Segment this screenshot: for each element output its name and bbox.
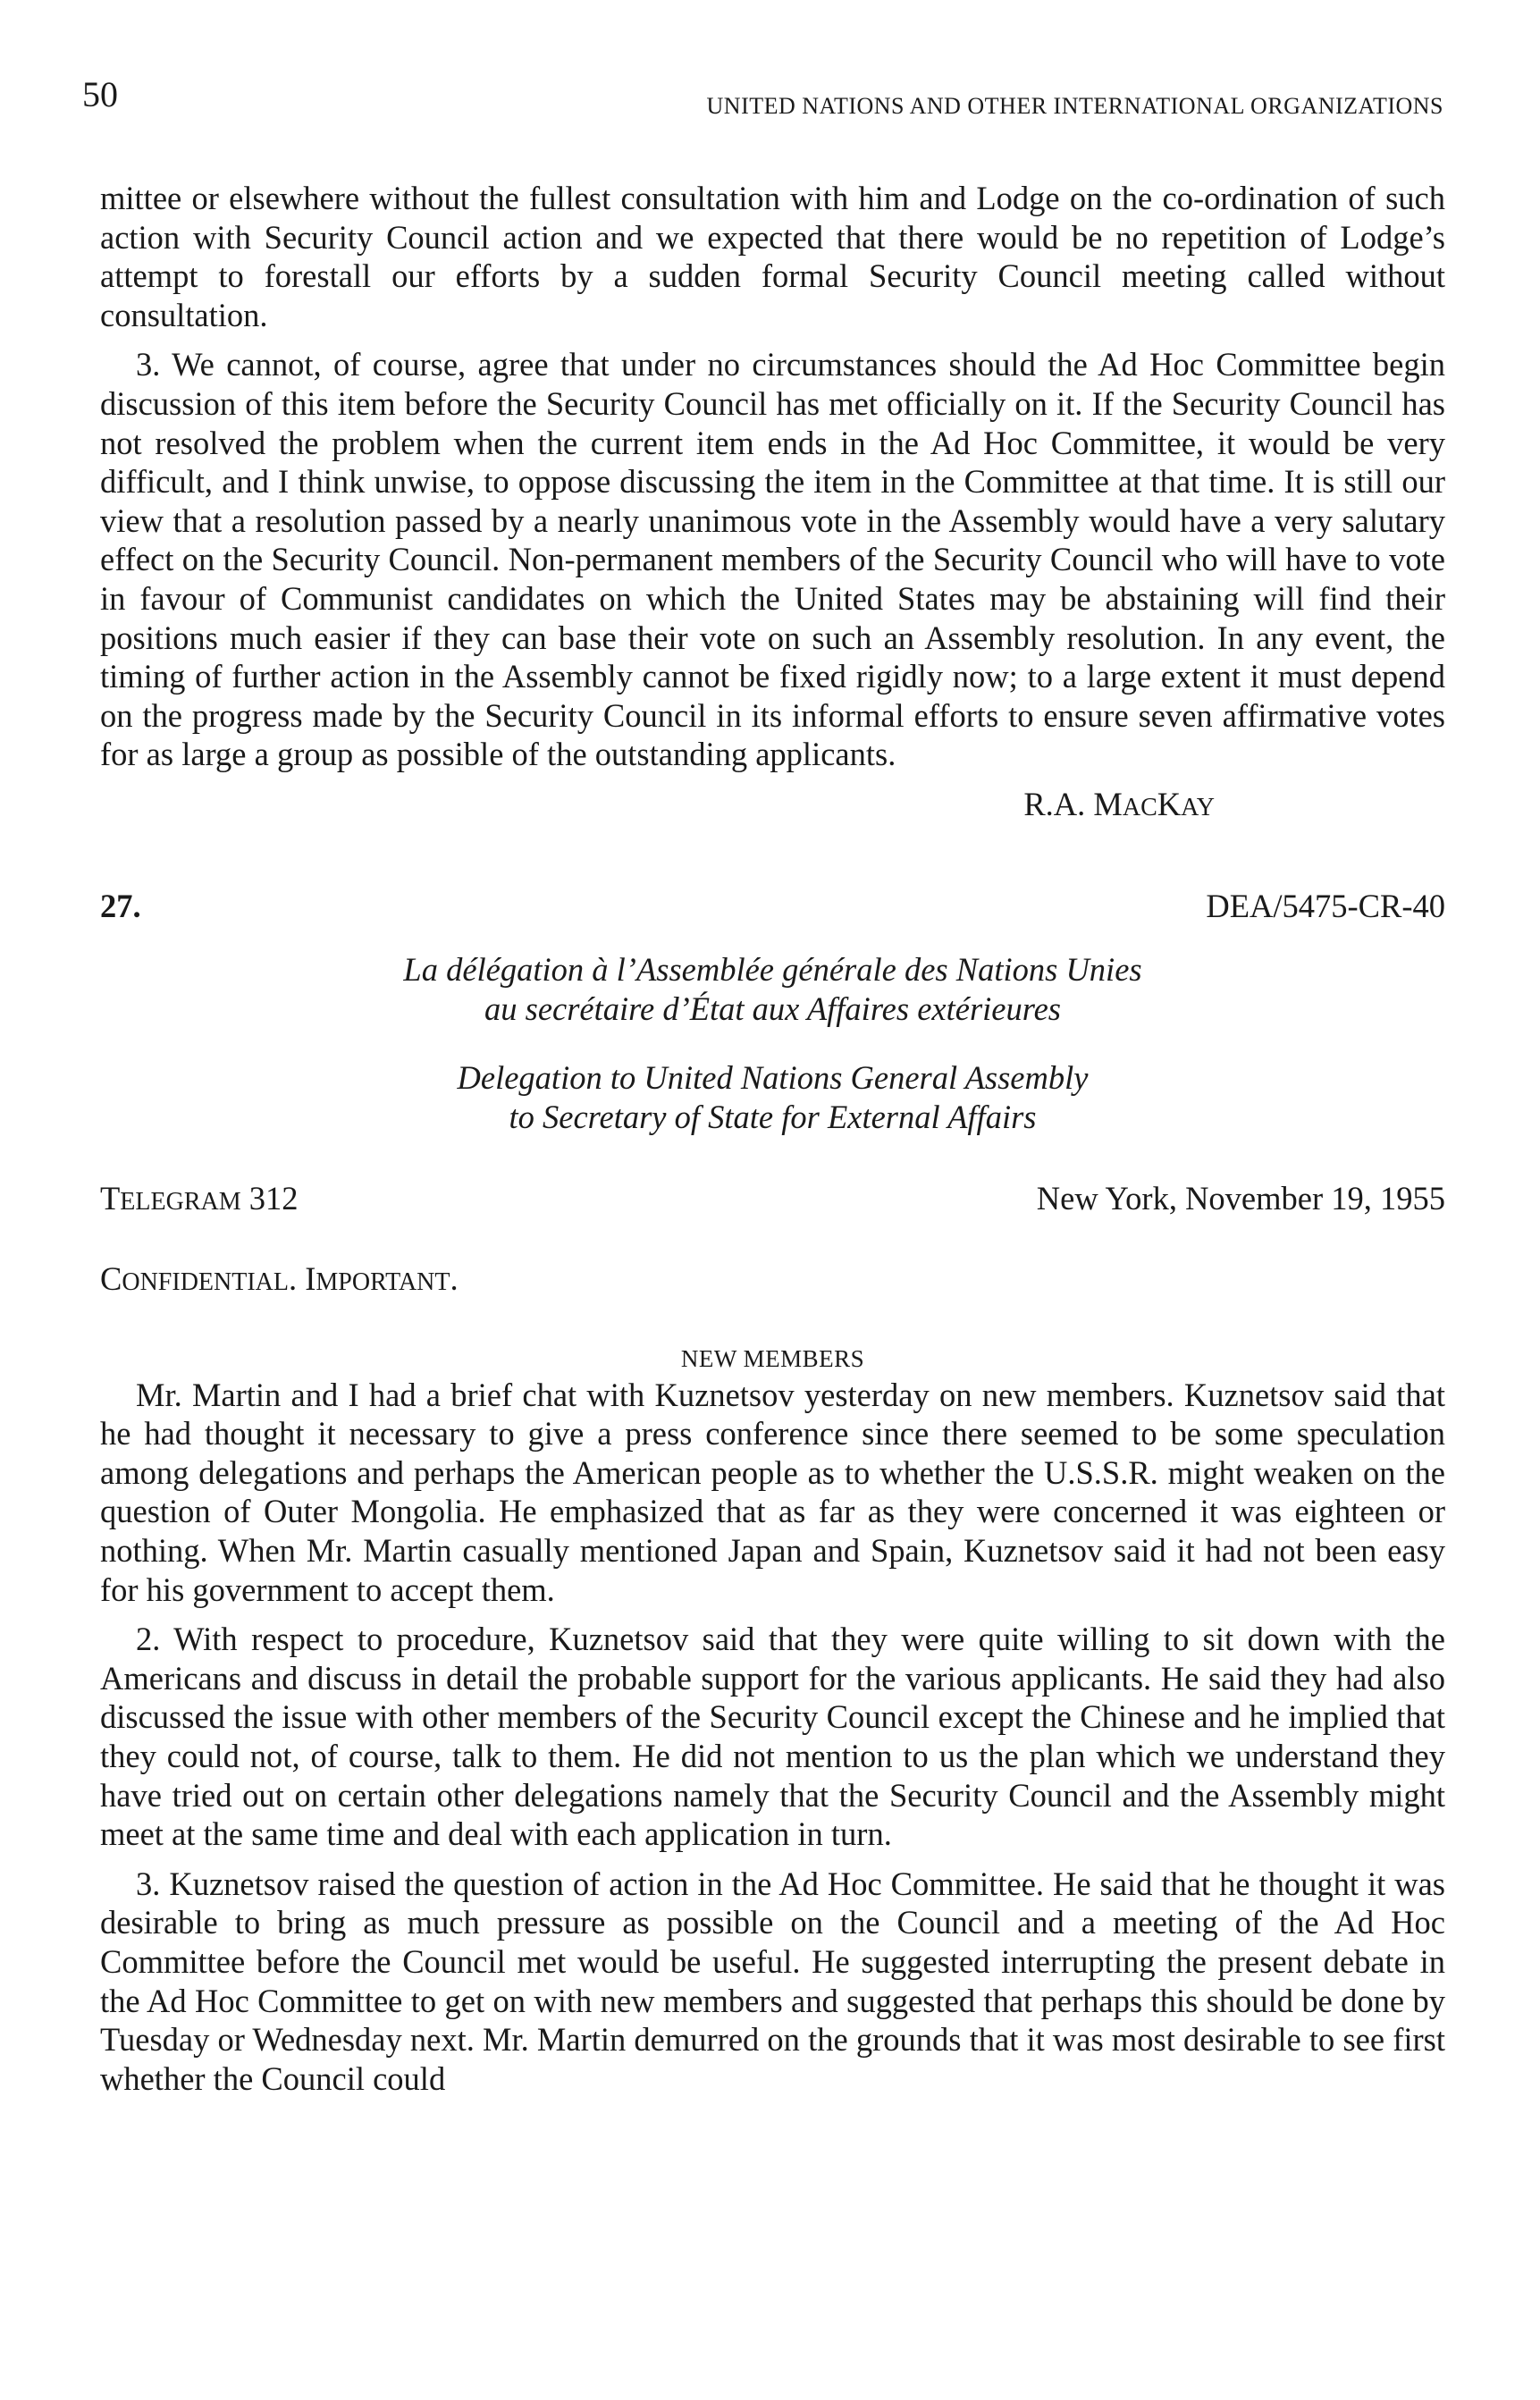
continued-paragraph: mittee or elsewhere without the fullest consultation with him and Lodge on the co-ordination of such action with Security Council action and we expected that there would be no repetition of Lodge’s attempt to forestall our efforts by a sudden formal Security Council meeting called without consultation.	[100, 180, 1445, 333]
classification: CONFIDENTIAL. IMPORTANT.	[100, 1260, 459, 1298]
telegram-line	[100, 1179, 1445, 1222]
english-title	[100, 1058, 1445, 1136]
french-title	[100, 950, 1445, 1028]
french-title-line: au secrétaire d’État aux Affaires extérieures	[484, 989, 1061, 1027]
document-reference: DEA/5475-CR-40	[1206, 887, 1445, 924]
english-title-line: Delegation to United Nations General Assembly	[457, 1059, 1089, 1097]
signature: R.A. MACKAY	[1023, 785, 1215, 822]
running-head: UNITED NATIONS AND OTHER INTERNATIONAL ORGANIZATIONS	[706, 93, 1443, 119]
paragraph-3-previous: 3. We cannot, of course, agree that under no circumstances should the Ad Hoc Committee begin discussion of this item before the Security Council has met officially on it. If the Security Council has not resolved the problem when the current item ends in the Ad Hoc Committee, it would be very difficult, and I think unwise, to oppose discussing the item in the Committee at that time. It is still our view that a resolution passed by a nearly unanimous vote in the Assembly would have a very salutary effect on the Security Council. Non-permanent members of the Security Council who will have to vote in favour of Communist candidates on which the United States may be abstaining will find their positions much easier if they can base their vote on such an Assembly resolution. In any event, the timing of further action in the Assembly cannot be fixed rigidly now; to a large extent it must depend on the progress made by the Security Council in its informal efforts to ensure seven affirmative votes for as large a group as possible of the outstanding applicants.	[100, 346, 1445, 773]
subject-heading: NEW MEMBERS	[680, 1344, 865, 1372]
body-paragraph-3: 3. Kuznetsov raised the question of action in the Ad Hoc Committee. He said that he thought it was desirable to bring as much pressure as possible on the Council and a meeting of the Ad Hoc Committee before the Council met would be useful. He suggested interrupting the present debate in the Ad Hoc Committee to get on with new members and suggested that perhaps this should be done by Tuesday or Wednesday next. Mr. Martin demurred on the grounds that it was most desirable to see first whether the Council could	[100, 1865, 1445, 2097]
page-number: 50	[82, 74, 118, 114]
body-paragraph-2: 2. With respect to procedure, Kuznetsov said that they were quite willing to sit down with the Americans and discuss in detail the probable support for the various applicants. He said they had also discussed the issue with other members of the Security Council except the Chinese and he implied that they could not, of course, talk to them. He did not mention to us the plan which we understand they have tried out on certain other delegations namely that the Security Council and the Assembly might meet at the same time and deal with each application in turn.	[100, 1621, 1445, 1853]
french-title-line: La délégation à l’Assemblée générale des Nations Unies	[403, 951, 1142, 989]
telegram-number: TELEGRAM 312	[100, 1180, 299, 1217]
place-date: New York, November 19, 1955	[1036, 1180, 1445, 1217]
page-content	[100, 179, 1445, 2098]
english-title-line: to Secretary of State for External Affairs	[509, 1098, 1037, 1135]
document-heading	[100, 887, 1445, 926]
body-paragraph-1: Mr. Martin and I had a brief chat with Kuznetsov yesterday on new members. Kuznetsov said that he had thought it necessary to give a press conference since there seemed to be some speculation among delegations and perhaps the American people as to whether the U.S.S.R. might weaken on the question of Outer Mongolia. He emphasized that as far as they were concerned it was eighteen or nothing. When Mr. Martin casually mentioned Japan and Spain, Kuznetsov said it had not been easy for his government to accept them.	[100, 1376, 1445, 1608]
document-number: 27.	[100, 887, 141, 924]
